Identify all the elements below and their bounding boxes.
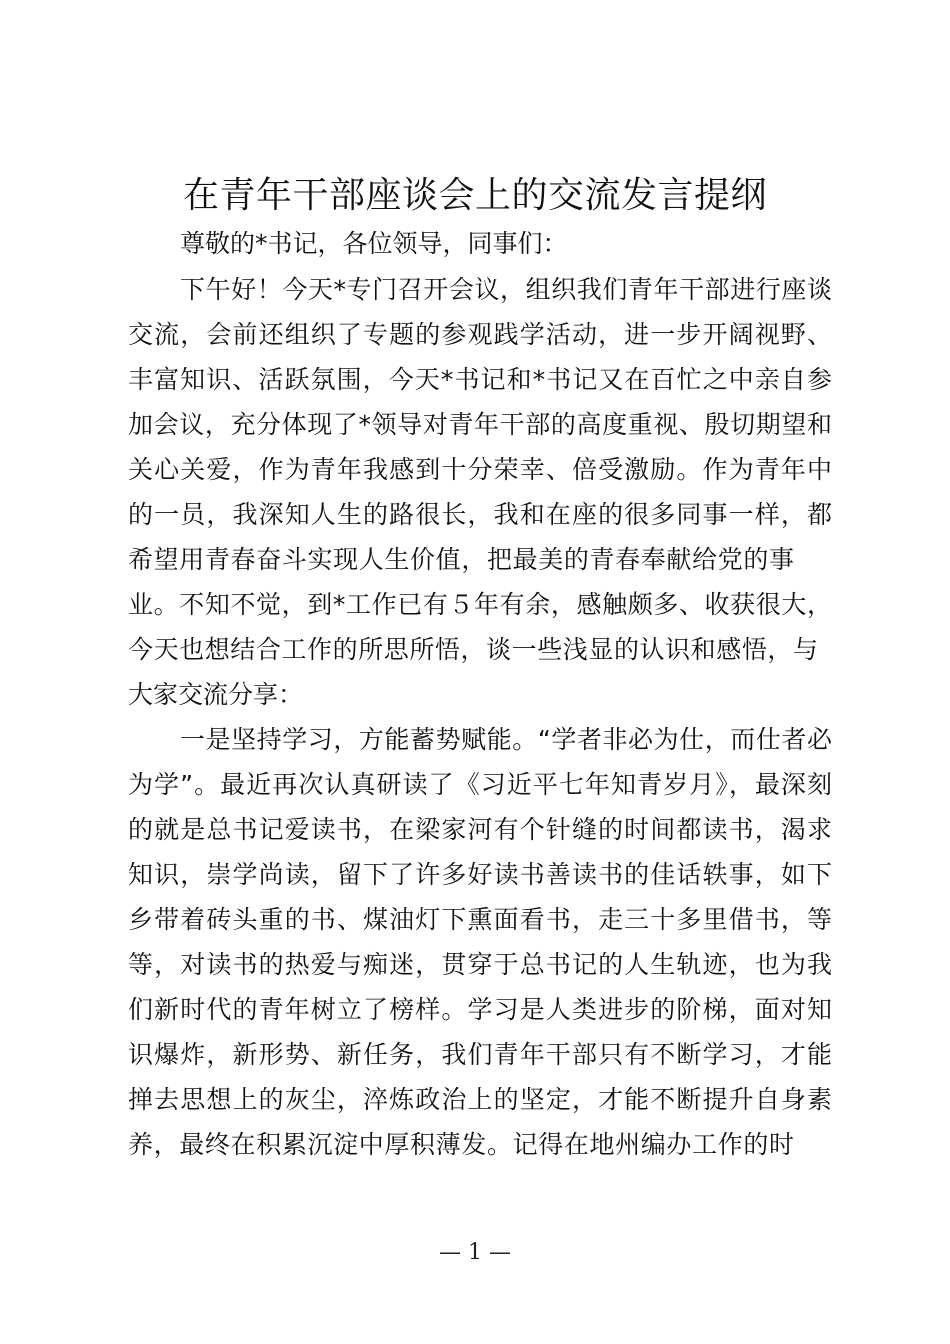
- page-number: — 1 —: [439, 1240, 511, 1265]
- body-line: 业。不知不觉，到*工作已有５年有余，感触颇多、收获很大，: [128, 590, 832, 619]
- body-line: 为学”。最近再次认真研读了《习近平七年知青岁月》，最深刻: [128, 770, 832, 799]
- body-line: 的一员，我深知人生的路很长，我和在座的很多同事一样，都: [128, 500, 832, 529]
- body-line: 关心关爱，作为青年我感到十分荣幸、倍受激励。作为青年中: [128, 455, 832, 484]
- body-line: 乡带着砖头重的书、煤油灯下熏面看书，走三十多里借书，等: [128, 905, 832, 934]
- document-title: 在青年干部座谈会上的交流发言提纲: [182, 175, 767, 216]
- body-line: 大家交流分享：: [128, 680, 304, 709]
- body-line: 识爆炸，新形势、新任务，我们青年干部只有不断学习，才能: [128, 1040, 832, 1069]
- body-line: 的就是总书记爱读书，在梁家河有个针缝的时间都读书，渴求: [128, 815, 832, 844]
- body-line: 今天也想结合工作的所思所悟，谈一些浅显的认识和感悟，与: [128, 635, 818, 664]
- body-line: 交流，会前还组织了专题的参观践学活动，进一步开阔视野、: [128, 320, 832, 349]
- body-line: 们新时代的青年树立了榜样。学习是人类进步的阶梯，面对知: [128, 995, 832, 1024]
- body-line: 加会议，充分体现了*领导对青年干部的高度重视、殷切期望和: [128, 410, 832, 439]
- body-line: 丰富知识、活跃氛围，今天*书记和*书记又在百忙之中亲自参: [128, 365, 832, 394]
- body-line: 希望用青春奋斗实现人生价值，把最美的青春奉献给党的事: [128, 545, 794, 574]
- salutation-line: 尊敬的*书记，各位领导，同事们：: [180, 229, 568, 258]
- body-line: 下午好！今天*专门召开会议，组织我们青年干部进行座谈: [180, 275, 832, 304]
- body-line: 等，对读书的热爱与痴迷，贯穿于总书记的人生轨迹，也为我: [128, 950, 832, 979]
- body-line: 掸去思想上的灰尘，淬炼政治上的坚定，才能不断提升自身素: [128, 1085, 832, 1114]
- body-line: 养，最终在积累沉淀中厚积薄发。记得在地州编办工作的时: [128, 1130, 794, 1159]
- body-line: 知识，崇学尚读，留下了许多好读书善读书的佳话轶事，如下: [128, 860, 832, 889]
- body-line: 一是坚持学习，方能蓄势赋能。“学者非必为仕，而仕者必: [180, 725, 832, 754]
